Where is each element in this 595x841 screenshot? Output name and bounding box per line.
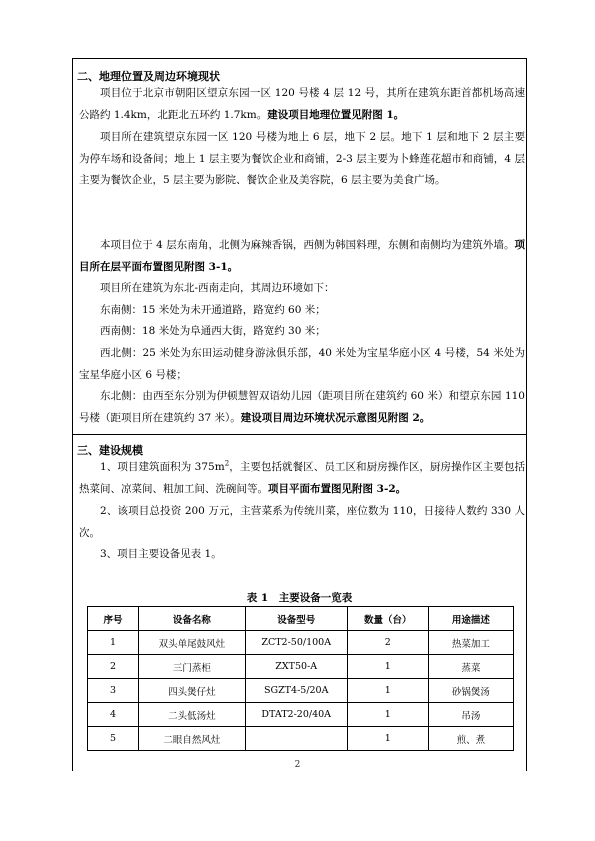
layout-figure-ref: 项目平面布置图见附图 3-2。 xyxy=(268,482,407,495)
cell-name: 二眼自然风灶 xyxy=(139,727,246,751)
cell-quantity: 1 xyxy=(347,727,428,751)
cell-purpose: 热菜加工 xyxy=(428,631,513,655)
location-figure-ref: 建设项目地理位置见附图 1。 xyxy=(267,108,405,121)
cell-quantity: 1 xyxy=(347,703,428,727)
southwest-text: 西南侧：18 米处为阜通西大街，路宽约 30 米； xyxy=(100,325,326,337)
table-row xyxy=(88,679,514,703)
cell-quantity: 1 xyxy=(347,679,428,703)
cell-quantity: 2 xyxy=(347,631,428,655)
floor-text: 本项目位于 4 层东南角，北侧为麻辣香锅，西侧为韩国料理，东侧和南侧均为建筑外墙。 xyxy=(100,239,515,251)
cell-model: ZCT2-50/100A xyxy=(245,631,347,655)
floor-figure-ref: 项目所在层平面布置图见附图 3-1。 xyxy=(79,239,525,273)
cell-index: 4 xyxy=(88,703,139,727)
table-row xyxy=(88,631,514,655)
col-header-quantity: 数量（台） xyxy=(347,607,428,631)
northeast-text: 东北侧：由西至东分别为伊顿慧智双语幼儿园（距项目所在建筑约 60 米）和望京东园 110 号楼（距项目所在建筑约 37 米）。 xyxy=(79,390,525,424)
floor-paragraph xyxy=(79,235,525,278)
cell-purpose: 蒸菜 xyxy=(428,655,513,679)
cell-name: 双头单尾鼓风灶 xyxy=(139,631,246,655)
table-row xyxy=(88,703,514,727)
section-divider xyxy=(73,434,526,435)
surroundings-figure-ref: 建设项目周边环境状况示意图见附图 2。 xyxy=(240,411,431,424)
area-paragraph xyxy=(79,457,525,500)
location-text: 项目位于北京市朝阳区望京东园一区 120 号楼 4 层 12 号，其所在建筑东距首都机场高速公路约 1.4km，北距北五环约 1.7km。 xyxy=(79,87,525,121)
cell-quantity: 1 xyxy=(347,655,428,679)
cell-name: 三门蒸柜 xyxy=(139,655,246,679)
section-3-title: 三、建设规模 xyxy=(77,444,143,457)
cell-index: 2 xyxy=(88,655,139,679)
area-text-b: ，主要包括就餐区、员工区和厨房操作区，厨房操作区主要包括热菜间、凉菜间、粗加工间、洗碗间等。 xyxy=(79,461,526,495)
investment-paragraph: 2、该项目总投资 200 万元，主营菜系为传统川菜，座位数为 110，日接待人数约 330 人次。 xyxy=(79,505,525,539)
cell-purpose: 砂锅煲汤 xyxy=(428,679,513,703)
cell-model: SGZT4-5/20A xyxy=(245,679,347,703)
cell-purpose: 煎、煮 xyxy=(428,727,513,751)
table-header-row xyxy=(88,607,514,631)
surroundings-intro: 项目所在建筑为东北-西南走向，其周边环境如下： xyxy=(100,282,335,294)
cell-name: 四头煲仔灶 xyxy=(139,679,246,703)
col-header-model: 设备型号 xyxy=(245,607,347,631)
area-text-a: 1、项目建筑面积为 375m xyxy=(100,461,225,473)
building-paragraph: 项目所在建筑望京东园一区 120 号楼为地上 6 层，地下 2 层。地下 1 层和地下 2 层主要为停车场和设备间；地上 1 层主要为餐饮企业和商铺，2-3 层主要为卜蜂莲花超市和商铺，4 层主要为餐饮企业，5 层主要为影院、餐饮企业及美容院，6 层主要为美食广场。 xyxy=(79,131,525,186)
area-unit-superscript: 2 xyxy=(224,459,230,468)
col-header-name: 设备名称 xyxy=(139,607,246,631)
equipment-table xyxy=(87,606,514,751)
cell-index: 5 xyxy=(88,727,139,751)
cell-model: DTAT2-20/40A xyxy=(245,703,347,727)
table-row xyxy=(88,655,514,679)
southeast-text: 东南侧：15 米处为未开通道路，路宽约 60 米； xyxy=(100,304,326,316)
cell-model xyxy=(245,727,347,751)
col-header-purpose: 用途描述 xyxy=(428,607,513,631)
cell-name: 二头低汤灶 xyxy=(139,703,246,727)
section-2-title: 二、地理位置及周边环境现状 xyxy=(77,70,220,83)
table-caption: 表 1 主要设备一览表 xyxy=(246,592,353,604)
cell-purpose: 吊汤 xyxy=(428,703,513,727)
col-header-index: 序号 xyxy=(88,607,139,631)
report-frame xyxy=(72,58,527,771)
cell-index: 1 xyxy=(88,631,139,655)
cell-model: ZXT50-A xyxy=(245,655,347,679)
northeast-paragraph xyxy=(79,386,525,429)
page-number: 2 xyxy=(294,760,301,770)
equipment-intro: 3、项目主要设备见表 1。 xyxy=(100,548,222,560)
table-row xyxy=(88,727,514,751)
cell-index: 3 xyxy=(88,679,139,703)
northwest-text: 西北侧：25 米处为东田运动健身游泳俱乐部，40 米处为宝星华庭小区 4 号楼，54 米处为宝星华庭小区 6 号楼； xyxy=(79,347,525,381)
location-paragraph xyxy=(79,83,525,126)
